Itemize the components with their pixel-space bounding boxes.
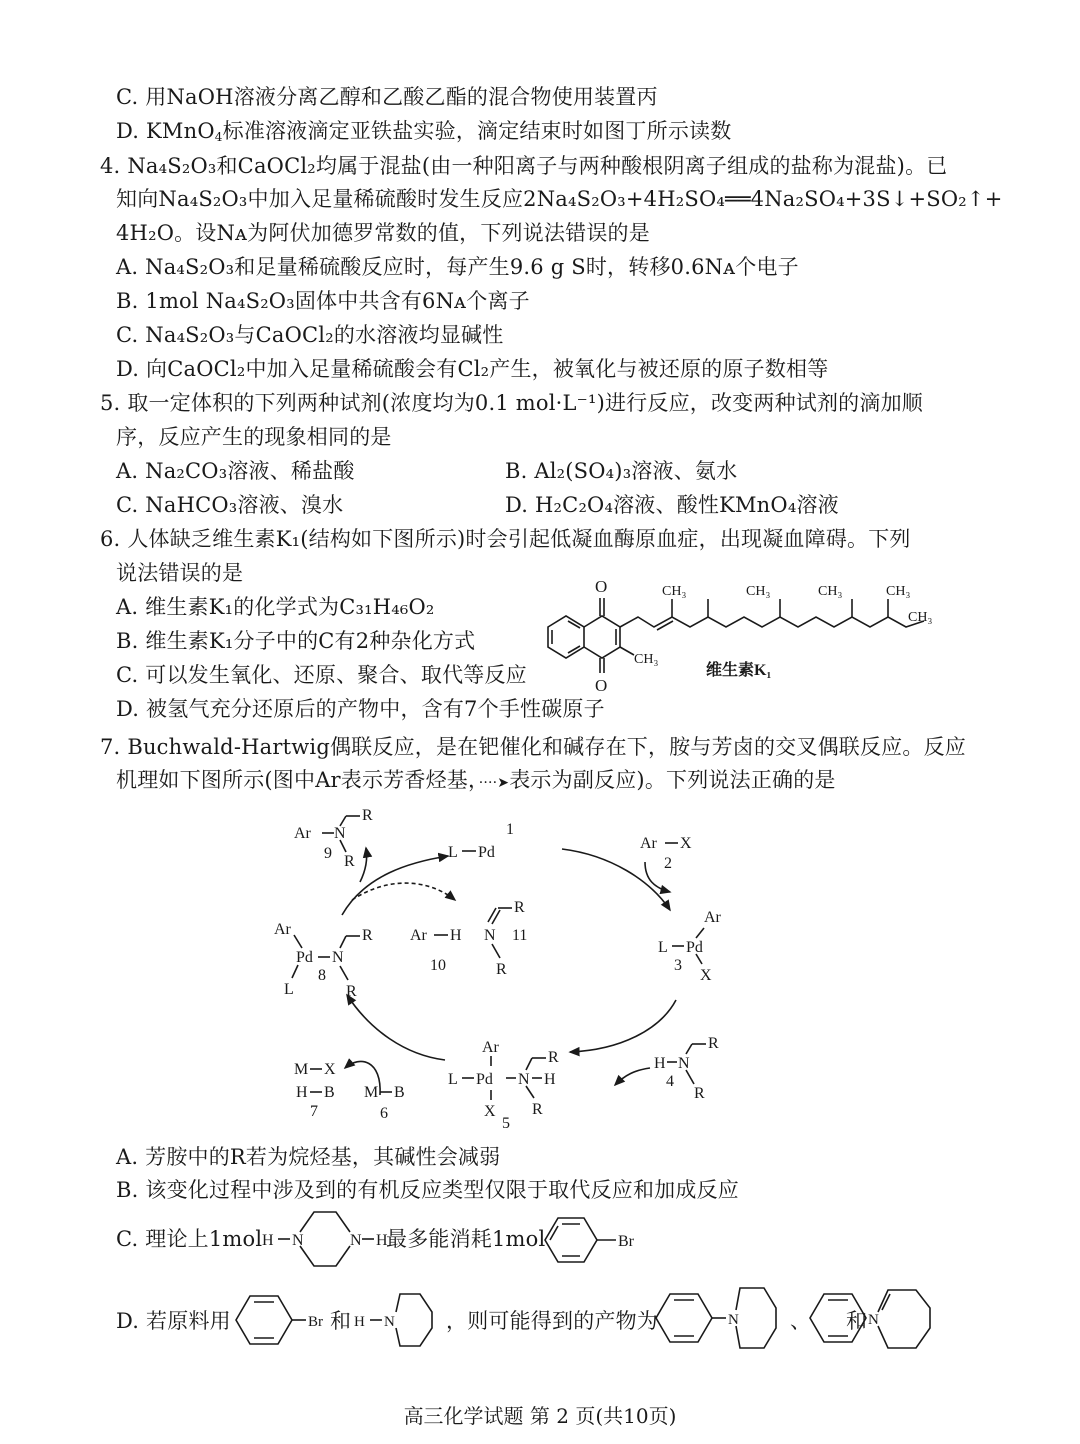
atom-h-right: H bbox=[376, 1232, 388, 1249]
atom-n-left: N bbox=[292, 1232, 304, 1249]
q4-stem-line2: 知向Na₄S₂O₃中加入足量稀硫酸时发生反应2Na₄S₂O₃+4H₂SO₄══4Na₂SO₄+3S↓+SO₂↑+ bbox=[116, 187, 1003, 211]
atom-r-5b: R bbox=[532, 1101, 543, 1118]
atom-l-8: L bbox=[284, 981, 294, 998]
tetrahydropyridine-structure bbox=[866, 1282, 956, 1352]
q7-stem-line1 bbox=[100, 732, 966, 762]
q6-stem-text1: 人体缺乏维生素K₁(结构如下图所示)时会引起低凝血酶原血症，出现凝血障碍。下列 bbox=[127, 527, 911, 551]
atom-n-8: N bbox=[332, 949, 344, 966]
atom-r-4a: R bbox=[708, 1035, 719, 1052]
arrow-release-9 bbox=[360, 848, 367, 882]
atom-l-1: L bbox=[448, 844, 458, 861]
label-1: 1 bbox=[506, 821, 514, 838]
atom-ar-9: Ar bbox=[294, 825, 311, 842]
atom-n-imine: N bbox=[868, 1312, 879, 1328]
atom-ar-10: Ar bbox=[410, 927, 427, 944]
atom-n-5: N bbox=[518, 1071, 530, 1088]
bromobenzene-structure-d bbox=[232, 1288, 332, 1352]
arrow-8-to-1 bbox=[342, 856, 448, 915]
q5-option-a: A. Na₂CO₃溶液、稀盐酸 bbox=[116, 459, 355, 483]
q5-stem-line2: 序，反应产生的现象相同的是 bbox=[116, 425, 392, 449]
oxygen-label-top: O bbox=[595, 577, 608, 596]
benzene-ring bbox=[548, 616, 584, 658]
atom-pd-1: Pd bbox=[478, 844, 495, 861]
mechanism-diagram bbox=[270, 800, 750, 1130]
ch3-label-2: CH₃ bbox=[746, 584, 771, 599]
q6-option-b: B. 维生素K₁分子中的C有2种杂化方式 bbox=[116, 629, 476, 653]
atom-ar-2: Ar bbox=[640, 835, 657, 852]
q4-option-c: C. Na₄S₂O₃与CaOCl₂的水溶液均显碱性 bbox=[116, 323, 504, 347]
atom-h-left: H bbox=[262, 1232, 274, 1249]
ch3-label-ring: CH₃ bbox=[634, 652, 659, 667]
q4-option-d: D. 向CaOCl₂中加入足量稀硫酸会有Cl₂产生，被氧化与被还原的原子数相等 bbox=[116, 357, 829, 381]
q5-number: 5. bbox=[100, 391, 121, 415]
q7-stem-text1: Buchwald-Hartwig偶联反应，是在钯催化和碱存在下，胺与芳卤的交叉偶联反应。反应 bbox=[127, 735, 966, 759]
q3-option-d-pre: D. KMnO bbox=[116, 119, 215, 143]
q6-option-d: D. 被氢气充分还原后的产物中，含有7个手性碳原子 bbox=[116, 697, 605, 721]
atom-r-4b: R bbox=[694, 1085, 705, 1102]
atom-h-7: H bbox=[296, 1084, 308, 1101]
q5-stem-text1: 取一定体积的下列两种试剂(浓度均为0.1 mol·L⁻¹)进行反应，改变两种试剂的滴加顺 bbox=[127, 391, 923, 415]
q7-option-c-mid: 最多能消耗1mol bbox=[386, 1227, 546, 1251]
piperidine-structure bbox=[352, 1286, 442, 1352]
q6-stem-line2: 说法错误的是 bbox=[116, 561, 244, 585]
q7-stem-text2-post: 表示为副反应)。下列说法正确的是 bbox=[509, 768, 836, 792]
atom-pd-8: Pd bbox=[296, 949, 313, 966]
label-5: 5 bbox=[502, 1115, 510, 1130]
q5-option-d: D. H₂C₂O₄溶液、酸性KMnO₄溶液 bbox=[505, 493, 839, 517]
q7-option-a: A. 芳胺中的R若为烷烃基，其碱性会减弱 bbox=[116, 1145, 501, 1169]
q4-option-a: A. Na₄S₂O₃和足量稀硫酸反应时，每产生9.6 g S时，转移0.6Nᴀ个电子 bbox=[116, 255, 799, 279]
atom-h-10: H bbox=[450, 927, 462, 944]
q6-option-a: A. 维生素K₁的化学式为C₃₁H₄₆O₂ bbox=[116, 595, 435, 619]
arrow-enter-4 bbox=[615, 1068, 650, 1085]
arrow-3-to-5 bbox=[570, 1000, 676, 1052]
q7-option-b: B. 该变化过程中涉及到的有机反应类型仅限于取代反应和加成反应 bbox=[116, 1178, 739, 1202]
atom-r-8b: R bbox=[346, 983, 357, 1000]
arrow-1-to-3 bbox=[562, 849, 670, 910]
atom-n-4: N bbox=[678, 1055, 690, 1072]
quinone-ring bbox=[584, 616, 620, 658]
q3-option-d-post: 标准溶液滴定亚铁盐实验，滴定结束时如图丁所示读数 bbox=[222, 119, 732, 143]
bromobenzene-structure-c bbox=[540, 1210, 650, 1270]
label-10: 10 bbox=[430, 957, 446, 974]
phenylpiperidine-structure bbox=[652, 1282, 792, 1352]
atom-r-11b: R bbox=[496, 961, 507, 978]
q7-option-d-and1: 和 bbox=[330, 1309, 352, 1333]
atom-ar-3: Ar bbox=[704, 909, 721, 926]
atom-n-right: N bbox=[350, 1232, 362, 1249]
atom-r-11a: R bbox=[514, 899, 525, 916]
atom-h-4: H bbox=[654, 1055, 666, 1072]
atom-x-3: X bbox=[700, 967, 712, 984]
atom-r-5a: R bbox=[548, 1049, 559, 1066]
q3-option-d-sub: 4 bbox=[214, 130, 223, 144]
atom-ar-8: Ar bbox=[274, 921, 291, 938]
q4-option-b: B. 1mol Na₄S₂O₃固体中共含有6Nᴀ个离子 bbox=[116, 289, 530, 313]
q4-stem-line1 bbox=[100, 151, 947, 181]
atom-n-9: N bbox=[334, 825, 346, 842]
atom-h-5: H bbox=[544, 1071, 556, 1088]
atom-x-7: X bbox=[324, 1061, 336, 1078]
page-footer: 高三化学试题 第 2 页(共10页) bbox=[403, 1404, 677, 1428]
q6-number: 6. bbox=[100, 527, 121, 551]
q7-stem-line2 bbox=[116, 765, 836, 798]
q4-stem-line3: 4H₂O。设Nᴀ为阿伏加德罗常数的值，下列说法错误的是 bbox=[116, 221, 650, 245]
label-7: 7 bbox=[310, 1103, 318, 1120]
label-11: 11 bbox=[512, 927, 528, 944]
q7-option-c bbox=[116, 1224, 262, 1254]
atom-l-5: L bbox=[448, 1071, 458, 1088]
atom-x-5: X bbox=[484, 1103, 496, 1120]
ch3-label-5: CH₃ bbox=[908, 610, 933, 625]
ch3-label-1: CH₃ bbox=[662, 584, 687, 599]
atom-pd-3: Pd bbox=[686, 939, 703, 956]
atom-n-pip: N bbox=[384, 1314, 395, 1330]
q4-number: 4. bbox=[100, 154, 121, 178]
atom-n-product: N bbox=[728, 1312, 739, 1328]
dashed-arrow-icon: ····➤ bbox=[478, 775, 510, 791]
q7-option-d-pre: D. 若原料用 bbox=[116, 1309, 231, 1333]
q7-option-d bbox=[116, 1306, 231, 1336]
vitamin-k1-caption: 维生素K₁ bbox=[706, 662, 772, 679]
arrow-5-to-8 bbox=[347, 995, 445, 1060]
q7-number: 7. bbox=[100, 735, 121, 759]
oxygen-label-bottom: O bbox=[595, 676, 608, 695]
label-8: 8 bbox=[318, 967, 326, 984]
atom-r-9a: R bbox=[362, 807, 373, 824]
label-6: 6 bbox=[380, 1105, 388, 1122]
atom-x-2: X bbox=[680, 835, 692, 852]
ch3-label-4: CH₃ bbox=[886, 584, 911, 599]
q7-stem-text2-pre: 机理如下图所示(图中Ar表示芳香烃基， bbox=[116, 768, 479, 792]
atom-n-11: N bbox=[484, 927, 496, 944]
q7-option-d-mid: ，则可能得到的产物为 bbox=[446, 1309, 658, 1333]
q3-option-d bbox=[116, 116, 731, 146]
atom-ar-5: Ar bbox=[482, 1039, 499, 1056]
atom-b-7: B bbox=[324, 1084, 335, 1101]
atom-l-3: L bbox=[658, 939, 668, 956]
q5-option-c: C. NaHCO₃溶液、溴水 bbox=[116, 493, 344, 517]
atom-h-pip: H bbox=[354, 1314, 365, 1330]
q7-option-c-pre: C. 理论上1mol bbox=[116, 1227, 263, 1251]
atom-r-9b: R bbox=[344, 853, 355, 870]
label-3: 3 bbox=[674, 957, 682, 974]
q5-stem-line1 bbox=[100, 388, 923, 418]
atom-pd-5: Pd bbox=[476, 1071, 493, 1088]
q7-option-d-and2: 和 bbox=[846, 1309, 868, 1333]
label-2: 2 bbox=[664, 855, 672, 872]
atom-m-7: M bbox=[294, 1061, 309, 1078]
q6-option-c: C. 可以发生氧化、还原、聚合、取代等反应 bbox=[116, 663, 527, 687]
atom-br-d: Br bbox=[308, 1314, 323, 1330]
atom-b-6: B bbox=[394, 1084, 405, 1101]
ch3-label-3: CH₃ bbox=[818, 584, 843, 599]
q7-option-d-sep: 、 bbox=[790, 1309, 812, 1333]
q5-option-b: B. Al₂(SO₄)₃溶液、氨水 bbox=[505, 459, 738, 483]
atom-m-6: M bbox=[364, 1084, 379, 1101]
atom-br-c: Br bbox=[618, 1233, 634, 1250]
label-9: 9 bbox=[324, 845, 332, 862]
atom-r-8a: R bbox=[362, 927, 373, 944]
q3-option-c: C. 用NaOH溶液分离乙醇和乙酸乙酯的混合物使用装置丙 bbox=[116, 85, 658, 109]
vitamin-k1-structure bbox=[530, 565, 950, 695]
label-4: 4 bbox=[666, 1073, 674, 1090]
q6-stem-line1 bbox=[100, 524, 911, 554]
q4-stem-text1: Na₄S₂O₃和CaOCl₂均属于混盐(由一种阳离子与两种酸根阴离子组成的盐称为混盐)。已 bbox=[127, 154, 948, 178]
